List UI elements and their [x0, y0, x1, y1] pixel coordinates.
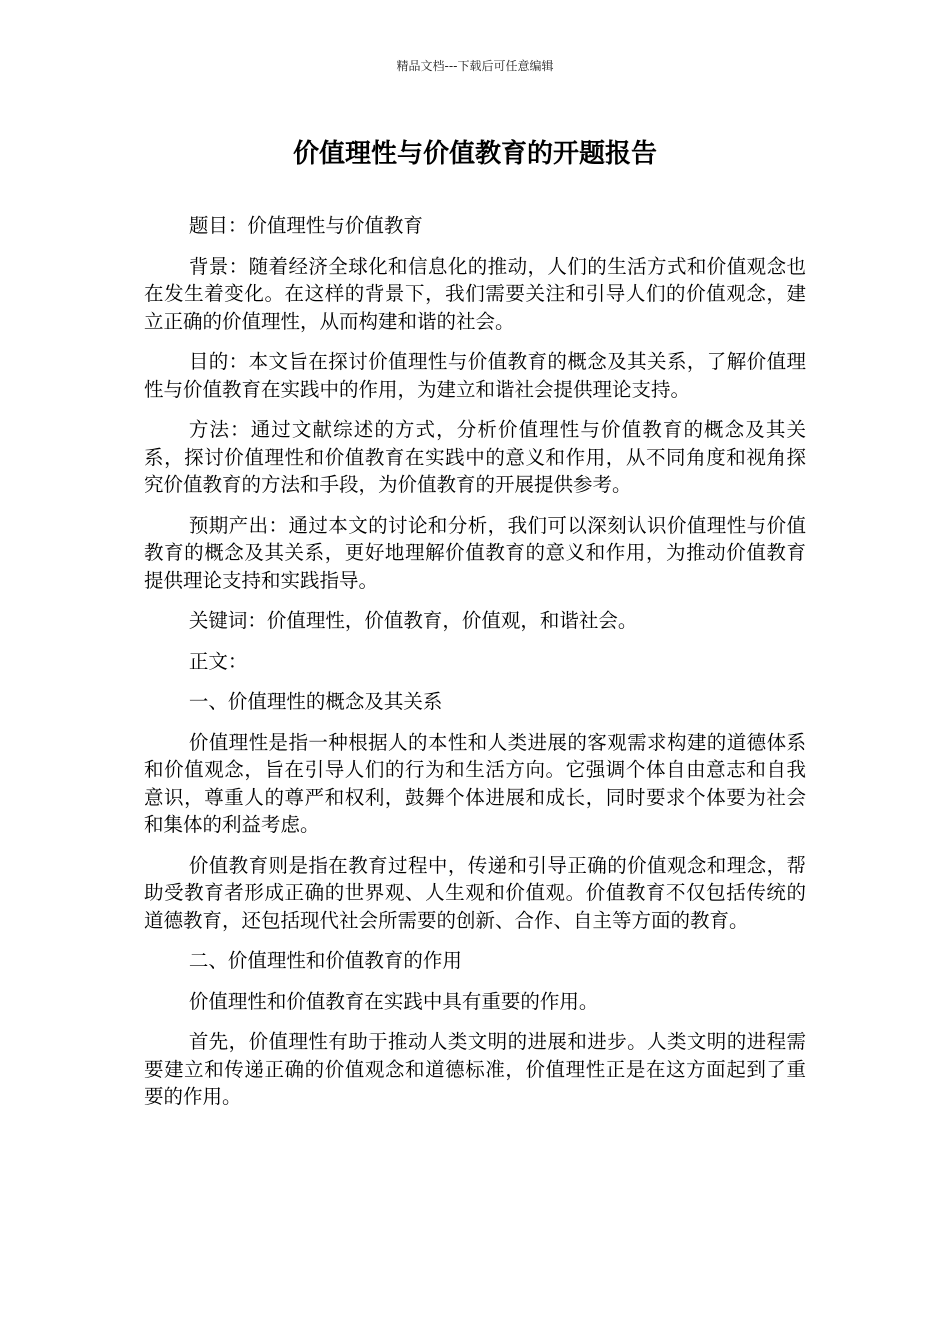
paragraph-main-text-label: 正文： [188, 649, 248, 673]
paragraph-value-education: 价值教育则是指在教育过程中，传递和引导正确的价值观念和理念，帮助受教育者形成正确的世界观、人生观和价值观。价值教育不仅包括传统的道德教育，还包括现代社会所需要的创新、合作、自主等方面的教育。 [144, 853, 806, 932]
paragraph-keywords: 关键词：价值理性，价值教育，价值观，和谐社会。 [188, 609, 638, 632]
paragraph-first-point: 首先，价值理性有助于推动人类文明的进展和进步。人类文明的进程需要建立和传递正确的价值观念和道德标准，价值理性正是在这方面起到了重要的作用。 [144, 1030, 806, 1108]
section-heading-1: 一、价值理性的概念及其关系 [188, 690, 443, 713]
paragraph-expected-output: 预期产出：通过本文的讨论和分析，我们可以深刻认识价值理性与价值教育的概念及其关系，更好地理解价值教育的意义和作用，为推动价值教育提供理论支持和实践指导。 [144, 513, 806, 592]
paragraph-purpose: 目的：本文旨在探讨价值理性与价值教育的概念及其关系，了解价值理性与价值教育在实践中的作用，为建立和谐社会提供理论支持。 [144, 350, 806, 401]
document-title: 价值理性与价值教育的开题报告 [292, 139, 657, 169]
paragraph-role-intro: 价值理性和价值教育在实践中具有重要的作用。 [188, 989, 599, 1013]
section-heading-2: 二、价值理性和价值教育的作用 [188, 949, 462, 972]
page-header-note: 精品文档---下载后可任意编辑 [396, 59, 554, 73]
paragraph-topic: 题目：价值理性与价值教育 [188, 214, 423, 237]
paragraph-background: 背景：随着经济全球化和信息化的推动，人们的生活方式和价值观念也在发生着变化。在这样的背景下，我们需要关注和引导人们的价值观念，建立正确的价值理性，从而构建和谐的社会。 [144, 254, 806, 333]
paragraph-method: 方法：通过文献综述的方式，分析价值理性与价值教育的概念及其关系，探讨价值理性和价值教育在实践中的意义和作用，从不同角度和视角探究价值教育的方法和手段，为价值教育的开展提供参考。 [144, 418, 806, 496]
paragraph-value-rationality: 价值理性是指一种根据人的本性和人类进展的客观需求构建的道德体系和价值观念，旨在引导人们的行为和生活方向。它强调个体自由意志和自我意识，尊重人的尊严和权利，鼓舞个体进展和成长，同时要求个体要为社会和集体的利益考虑。 [144, 730, 806, 836]
document-body [144, 212, 806, 1124]
